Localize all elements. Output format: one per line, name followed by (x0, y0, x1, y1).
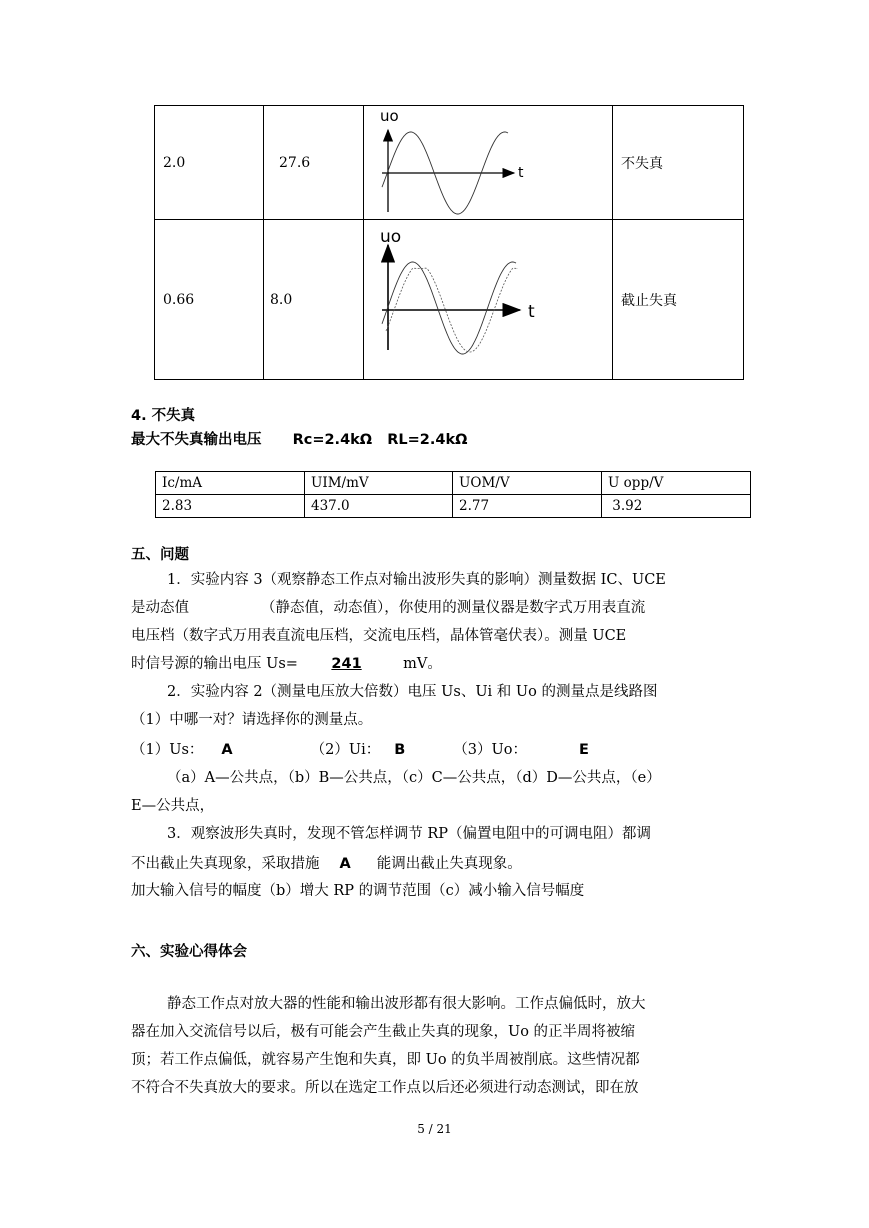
q1-line-2 (131, 594, 645, 622)
table-header-row (156, 472, 751, 495)
section-6-line-4: 不符合不失真放大的要求。所以在选定工作点以后还必须进行动态测试，即在放 (131, 1080, 639, 1096)
ui-label: （2）Ui： (310, 742, 381, 758)
measurement-table (155, 471, 751, 518)
section-4-title: 4. 不失真 (131, 408, 196, 424)
section-4-subtitle (131, 428, 467, 449)
q1-line-3: 电压档（数字式万用表直流电压档，交流电压档，晶体管毫伏表）。测量 UCE (131, 628, 627, 644)
cell-text: 8.0 (270, 291, 293, 308)
q1-line-1: 1．实验内容 3（观察静态工作点对输出波形失真的影响）测量数据 IC、UCE (167, 572, 666, 588)
table-cell: 2.0 (155, 106, 264, 220)
q3-line-3: 加大输入信号的幅度（b）增大 RP 的调节范围（c）减小输入信号幅度 (131, 883, 585, 899)
section-6-line-3: 顶；若工作点偏低，就容易产生饱和失真，即 Uo 的负半周被削底。这些情况都 (131, 1052, 640, 1068)
table-row (156, 495, 751, 518)
uo-label: （3）Uo： (453, 742, 527, 758)
table-row (155, 220, 744, 380)
table-cell (264, 220, 364, 380)
table-header: Ic/mA (156, 472, 305, 495)
q1-answer-dynamic: 是动态值 (131, 600, 189, 616)
us-label: （1）Us： (131, 742, 204, 758)
table-cell: 不失真 (613, 106, 744, 220)
y-axis-label: uo (380, 227, 402, 247)
sine-wave (382, 262, 516, 354)
table-cell: 0.66 (155, 220, 264, 380)
y-axis-label: uo (380, 107, 399, 125)
q1-options: （静态值，动态值），你使用的测量仪器是数字式万用表直流 (261, 600, 646, 616)
waveform-cutoff-distortion (364, 220, 612, 379)
table-cell (264, 106, 364, 220)
waveform-cell (364, 220, 613, 380)
table-header: U opp/V (602, 472, 751, 495)
table-cell: 2.77 (453, 495, 602, 518)
us-answer: A (221, 742, 233, 758)
table-cell: 截止失真 (613, 220, 744, 380)
rl-value: RL=2.4kΩ (387, 432, 468, 448)
table-cell: 2.83 (156, 495, 305, 518)
section-5-title: 五、问题 (131, 547, 189, 563)
section-6-line-2: 器在加入交流信号以后，极有可能会产生截止失真的现象，Uo 的正半周将被缩 (131, 1024, 636, 1040)
q2-line-5: E—公共点， (131, 798, 215, 814)
table-row (155, 106, 744, 220)
table-cell: 3.92 (602, 495, 751, 518)
section-6-line-1: 静态工作点对放大器的性能和输出波形都有很大影响。工作点偏低时，放大 (167, 996, 646, 1012)
q1-us-label: 时信号源的输出电压 Us= (131, 656, 298, 672)
q1-line-4 (131, 650, 442, 678)
rc-value: Rc=2.4kΩ (292, 432, 373, 448)
subtitle-text: 最大不失真输出电压 (131, 432, 262, 448)
q3-line-1: 3．观察波形失真时，发现不管怎样调节 RP（偏置电阻中的可调电阻）都调 (167, 826, 652, 842)
ui-answer: B (394, 742, 406, 758)
table-header: UOM/V (453, 472, 602, 495)
q3-answer: A (339, 856, 351, 872)
q2-line-1: 2．实验内容 2（测量电压放大倍数）电压 Us、Ui 和 Uo 的测量点是线路图 (167, 684, 658, 700)
uo-answer: E (578, 742, 589, 758)
q3-line-2 (131, 850, 522, 878)
section-6-title: 六、实验心得体会 (131, 944, 247, 960)
q2-line-2: （1）中哪一对？请选择你的测量点。 (131, 712, 373, 728)
x-axis-label: t (528, 302, 535, 322)
x-axis-label: t (518, 165, 524, 181)
q1-unit: mV。 (403, 656, 442, 672)
cell-text: 27.6 (279, 154, 311, 171)
q3-text: 不出截止失真现象，采取措施 (131, 856, 320, 872)
page-number: 5 / 21 (417, 1122, 452, 1136)
waveform-undistorted (364, 106, 612, 219)
q2-line-3 (131, 736, 589, 764)
q2-line-4: （a）A—公共点，（b）B—公共点，（c）C—公共点，（d）D—公共点，（e） (167, 770, 661, 786)
waveform-cell (364, 106, 613, 220)
q3-text-end: 能调出截止失真现象。 (376, 856, 522, 872)
table-cell: 437.0 (305, 495, 453, 518)
q1-us-answer: 241 (331, 656, 362, 672)
waveform-table (154, 105, 744, 380)
table-header: UIM/mV (305, 472, 453, 495)
